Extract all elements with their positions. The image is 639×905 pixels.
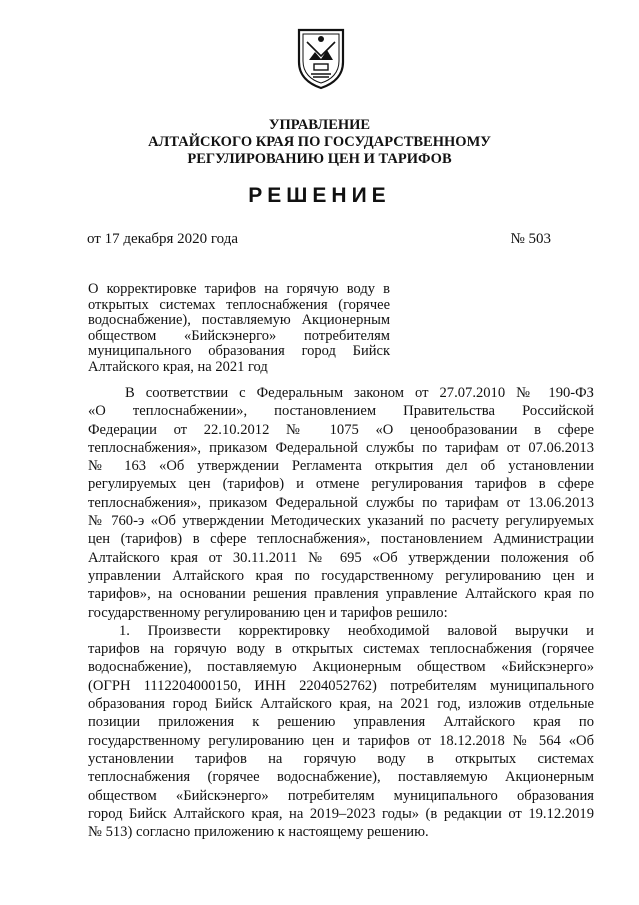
preamble-line: «О теплоснабжении», постановлением Правительства Российской (88, 403, 594, 420)
org-line: РЕГУЛИРОВАНИЮ ЦЕН И ТАРИФОВ (187, 151, 452, 167)
preamble-line: тарифов», на основании решения правления управление Алтайского края по (88, 586, 594, 603)
org-line: УПРАВЛЕНИЕ (268, 117, 371, 133)
item-1-line: 1. Произвести корректировку необходимой валовой выручки и (119, 622, 594, 639)
item-1-line: тарифов на горячую воду в открытых системах теплоснабжения (горячее (88, 641, 594, 658)
subject-line: Алтайского края, на 2021 год (88, 358, 268, 375)
preamble-line: управлении Алтайского края по государственному регулированию цен и (88, 567, 594, 584)
document-body (88, 384, 594, 841)
item-1-line: позиции приложения к решению управления Алтайского края по (88, 714, 594, 731)
subject-line: открытых системах теплоснабжения (горячее (88, 296, 390, 313)
preamble-line: регулируемых цен (тарифов) и отмене регулирования тарифов в сфере (88, 476, 594, 493)
altai-krai-coat-of-arms-icon (295, 26, 347, 90)
document-date: от 17 декабря 2020 года (87, 231, 239, 247)
subject-line: муниципального образования город Бийск (88, 343, 390, 360)
preamble-line: Алтайского края от 30.11.2011 № 695 «Об утверждении положения об (88, 549, 594, 566)
preamble-line: В соответствии с Федеральным законом от 27.07.2010 № 190-ФЗ (125, 385, 594, 401)
document-number: № 503 (510, 231, 551, 247)
item-1-line: водоснабжение), поставляемую Акционерным обществом «Бийскэнерго» (88, 659, 594, 676)
item-1-line: обществом «Бийскэнерго» потребителям муниципального образования (88, 787, 594, 804)
preamble-line: № 760-э «Об утверждении Методических указаний по расчету регулируемых (88, 513, 594, 530)
item-1-line: теплоснабжения (горячее водоснабжение), поставляемую Акционерным (88, 769, 594, 786)
subject-line: О корректировке тарифов на горячую воду в (88, 281, 390, 297)
item-1-line: установлении тарифов на горячую воду в открытых системах (88, 750, 594, 767)
document-type-title: РЕШЕНИЕ (248, 184, 391, 207)
organization-name (0, 117, 639, 168)
preamble-line: цен (тарифов) в сфере теплоснабжения», постановлением Администрации (88, 531, 594, 548)
item-1-line: образования город Бийск Алтайского края, на 2021 год, изложив отдельные (88, 696, 594, 713)
subject-line: обществом «Бийскэнерго» потребителям (88, 327, 390, 344)
item-1-line: (ОГРН 1112204000150, ИНН 2204052762) потребителям муниципального (88, 677, 594, 694)
preamble-line: теплоснабжения», приказом Федеральной службы по тарифам от 13.06.2013 (88, 494, 594, 511)
preamble-line: № 163 «Об утверждении Регламента открытия дел об установлении (88, 458, 594, 475)
subject-line: водоснабжение), поставляемую Акционерным (88, 312, 390, 329)
preamble-line: теплоснабжения», приказом Федеральной службы по тарифам от 07.06.2013 (88, 439, 594, 456)
document-subject (88, 282, 390, 376)
item-1-line: № 513) согласно приложению к настоящему решению. (88, 824, 429, 841)
org-line: АЛТАЙСКОГО КРАЯ ПО ГОСУДАРСТВЕННОМУ (148, 134, 491, 150)
item-1-line: город Бийск Алтайского края, на 2019–2023 годы» (в редакции от 19.12.2019 (88, 805, 594, 822)
preamble-line: Федерации от 22.10.2012 № 1075 «О ценообразовании в сфере (88, 421, 594, 438)
preamble-line: государственному регулированию цен и тарифов решило: (88, 604, 448, 621)
item-1-line: государственному регулированию цен и тарифов от 18.12.2018 № 564 «Об (88, 732, 594, 749)
